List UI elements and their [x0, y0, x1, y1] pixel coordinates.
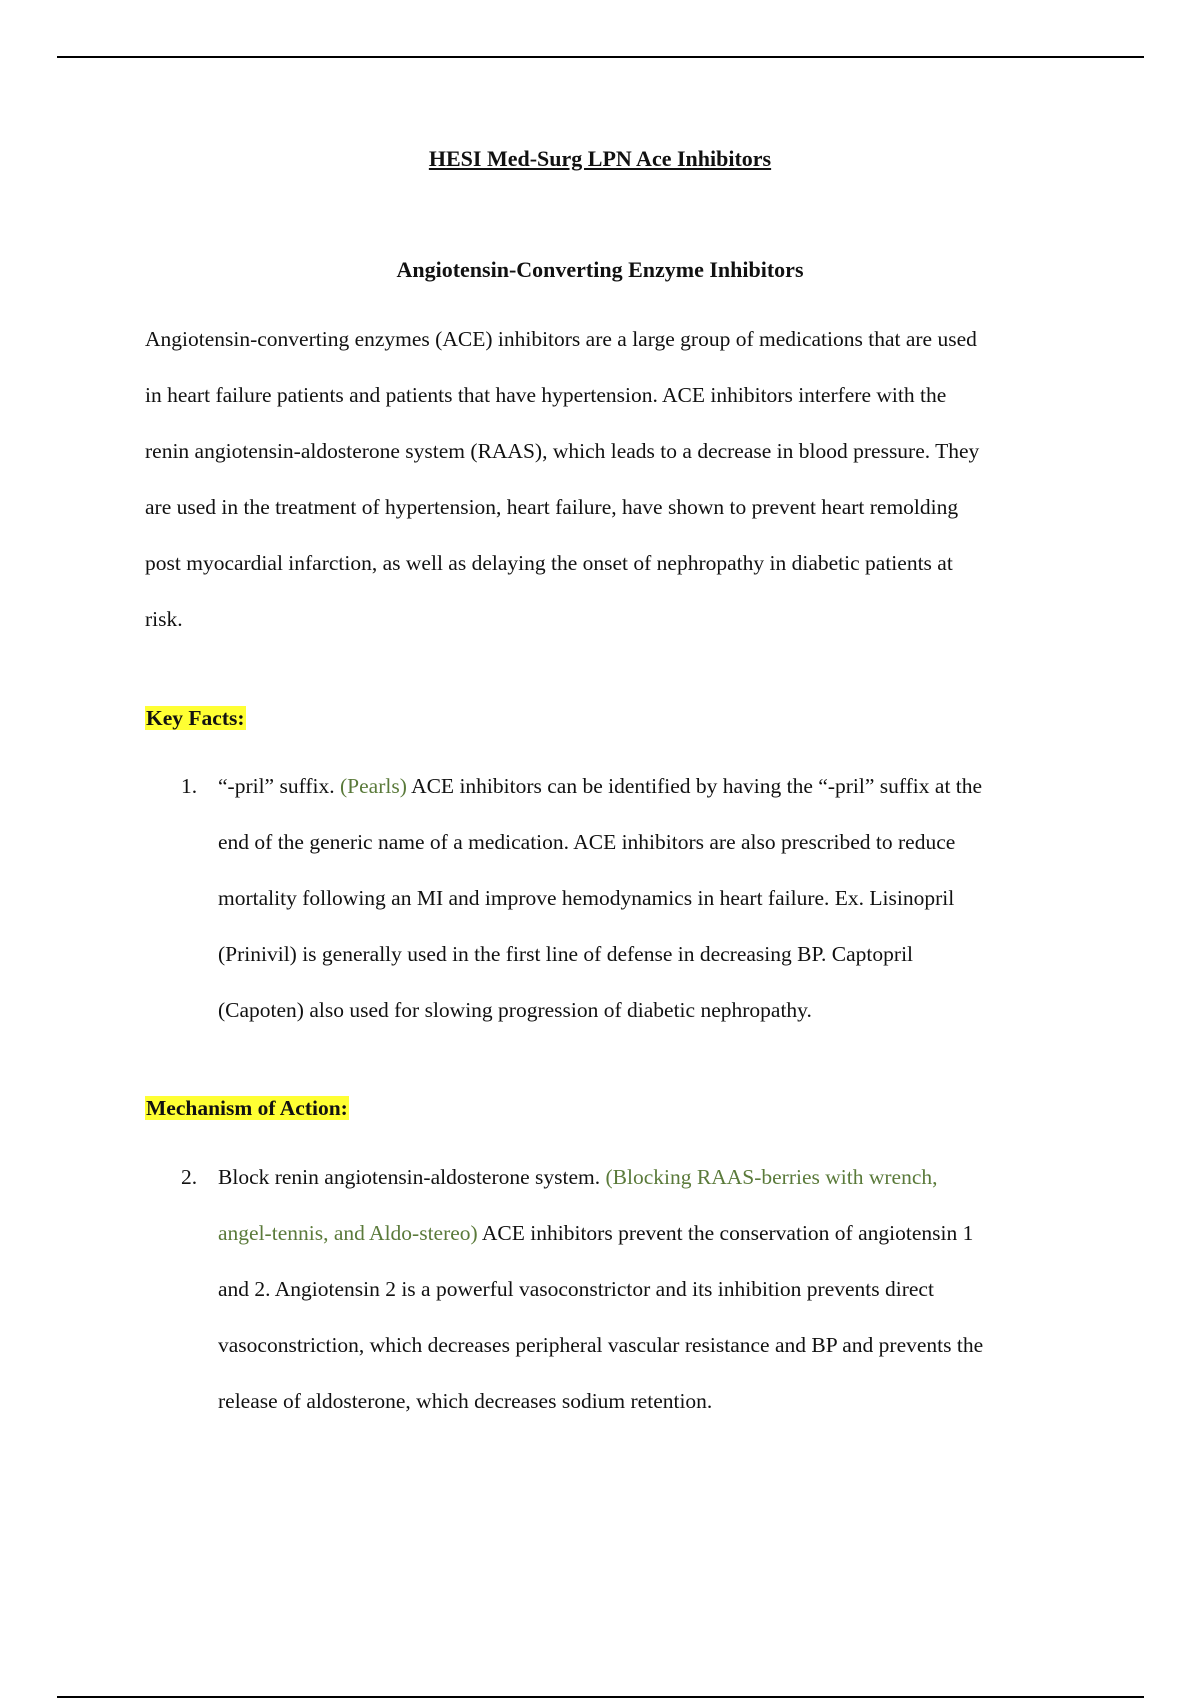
intro-line: post myocardial infarction, as well as delaying the onset of nephropathy in diabetic patients at: [145, 551, 953, 575]
list-number: 2.: [181, 1165, 198, 1189]
intro-line: in heart failure patients and patients that have hypertension. ACE inhibitors interfere with the: [145, 383, 947, 407]
intro-line: are used in the treatment of hypertension, heart failure, have shown to prevent heart remolding: [145, 495, 959, 519]
list-item-line: release of aldosterone, which decreases sodium retention.: [218, 1389, 713, 1413]
footer-rule: [57, 1696, 1144, 1698]
mechanism-text: ACE inhibitors prevent the conservation of angiotensin 1: [477, 1221, 974, 1245]
key-facts-heading-text: Key Facts:: [146, 706, 245, 730]
list-item-line: (Capoten) also used for slowing progression of diabetic nephropathy.: [218, 998, 812, 1022]
intro-paragraph: [145, 311, 1090, 647]
mechanism-lead: Block renin angiotensin-aldosterone system.: [218, 1165, 606, 1189]
mnemonic-text: (Blocking RAAS-berries with wrench,: [605, 1165, 938, 1189]
list-item-line: and 2. Angiotensin 2 is a powerful vasoconstrictor and its inhibition prevents direct: [218, 1277, 934, 1301]
section-heading: Angiotensin-Converting Enzyme Inhibitors: [396, 257, 804, 282]
list-item-line: mortality following an MI and improve hemodynamics in heart failure. Ex. Lisinopril: [218, 886, 955, 910]
mechanism-heading-text: Mechanism of Action:: [146, 1096, 348, 1120]
fact-text: ACE inhibitors can be identified by having the “-pril” suffix at the: [406, 774, 983, 798]
list-item: [145, 758, 1105, 1038]
list-item-line: end of the generic name of a medication. ACE inhibitors are also prescribed to reduce: [218, 830, 956, 854]
list-item-line: [218, 1205, 1105, 1261]
mnemonic-text: angel-tennis, and Aldo-stereo): [218, 1221, 478, 1245]
intro-line: renin angiotensin-aldosterone system (RAAS), which leads to a decrease in blood pressure. They: [145, 439, 980, 463]
header-rule: [57, 56, 1144, 58]
mechanism-list: [145, 1149, 1105, 1429]
mechanism-heading: [145, 1093, 349, 1123]
list-item: [145, 1149, 1105, 1429]
key-facts-list: [145, 758, 1105, 1038]
intro-line: risk.: [145, 607, 183, 631]
intro-line: Angiotensin-converting enzymes (ACE) inhibitors are a large group of medications that are used: [145, 327, 977, 351]
list-number: 1.: [181, 774, 198, 798]
list-item-line: [218, 758, 1105, 814]
fact-lead: “-pril” suffix.: [218, 774, 340, 798]
document-title: HESI Med-Surg LPN Ace Inhibitors: [428, 146, 772, 171]
list-item-line: [218, 1149, 1105, 1205]
list-item-line: vasoconstriction, which decreases peripheral vascular resistance and BP and prevents the: [218, 1333, 984, 1357]
list-item-line: (Prinivil) is generally used in the first line of defense in decreasing BP. Captopril: [218, 942, 914, 966]
mnemonic-text: (Pearls): [340, 774, 407, 798]
key-facts-heading: [145, 703, 246, 733]
